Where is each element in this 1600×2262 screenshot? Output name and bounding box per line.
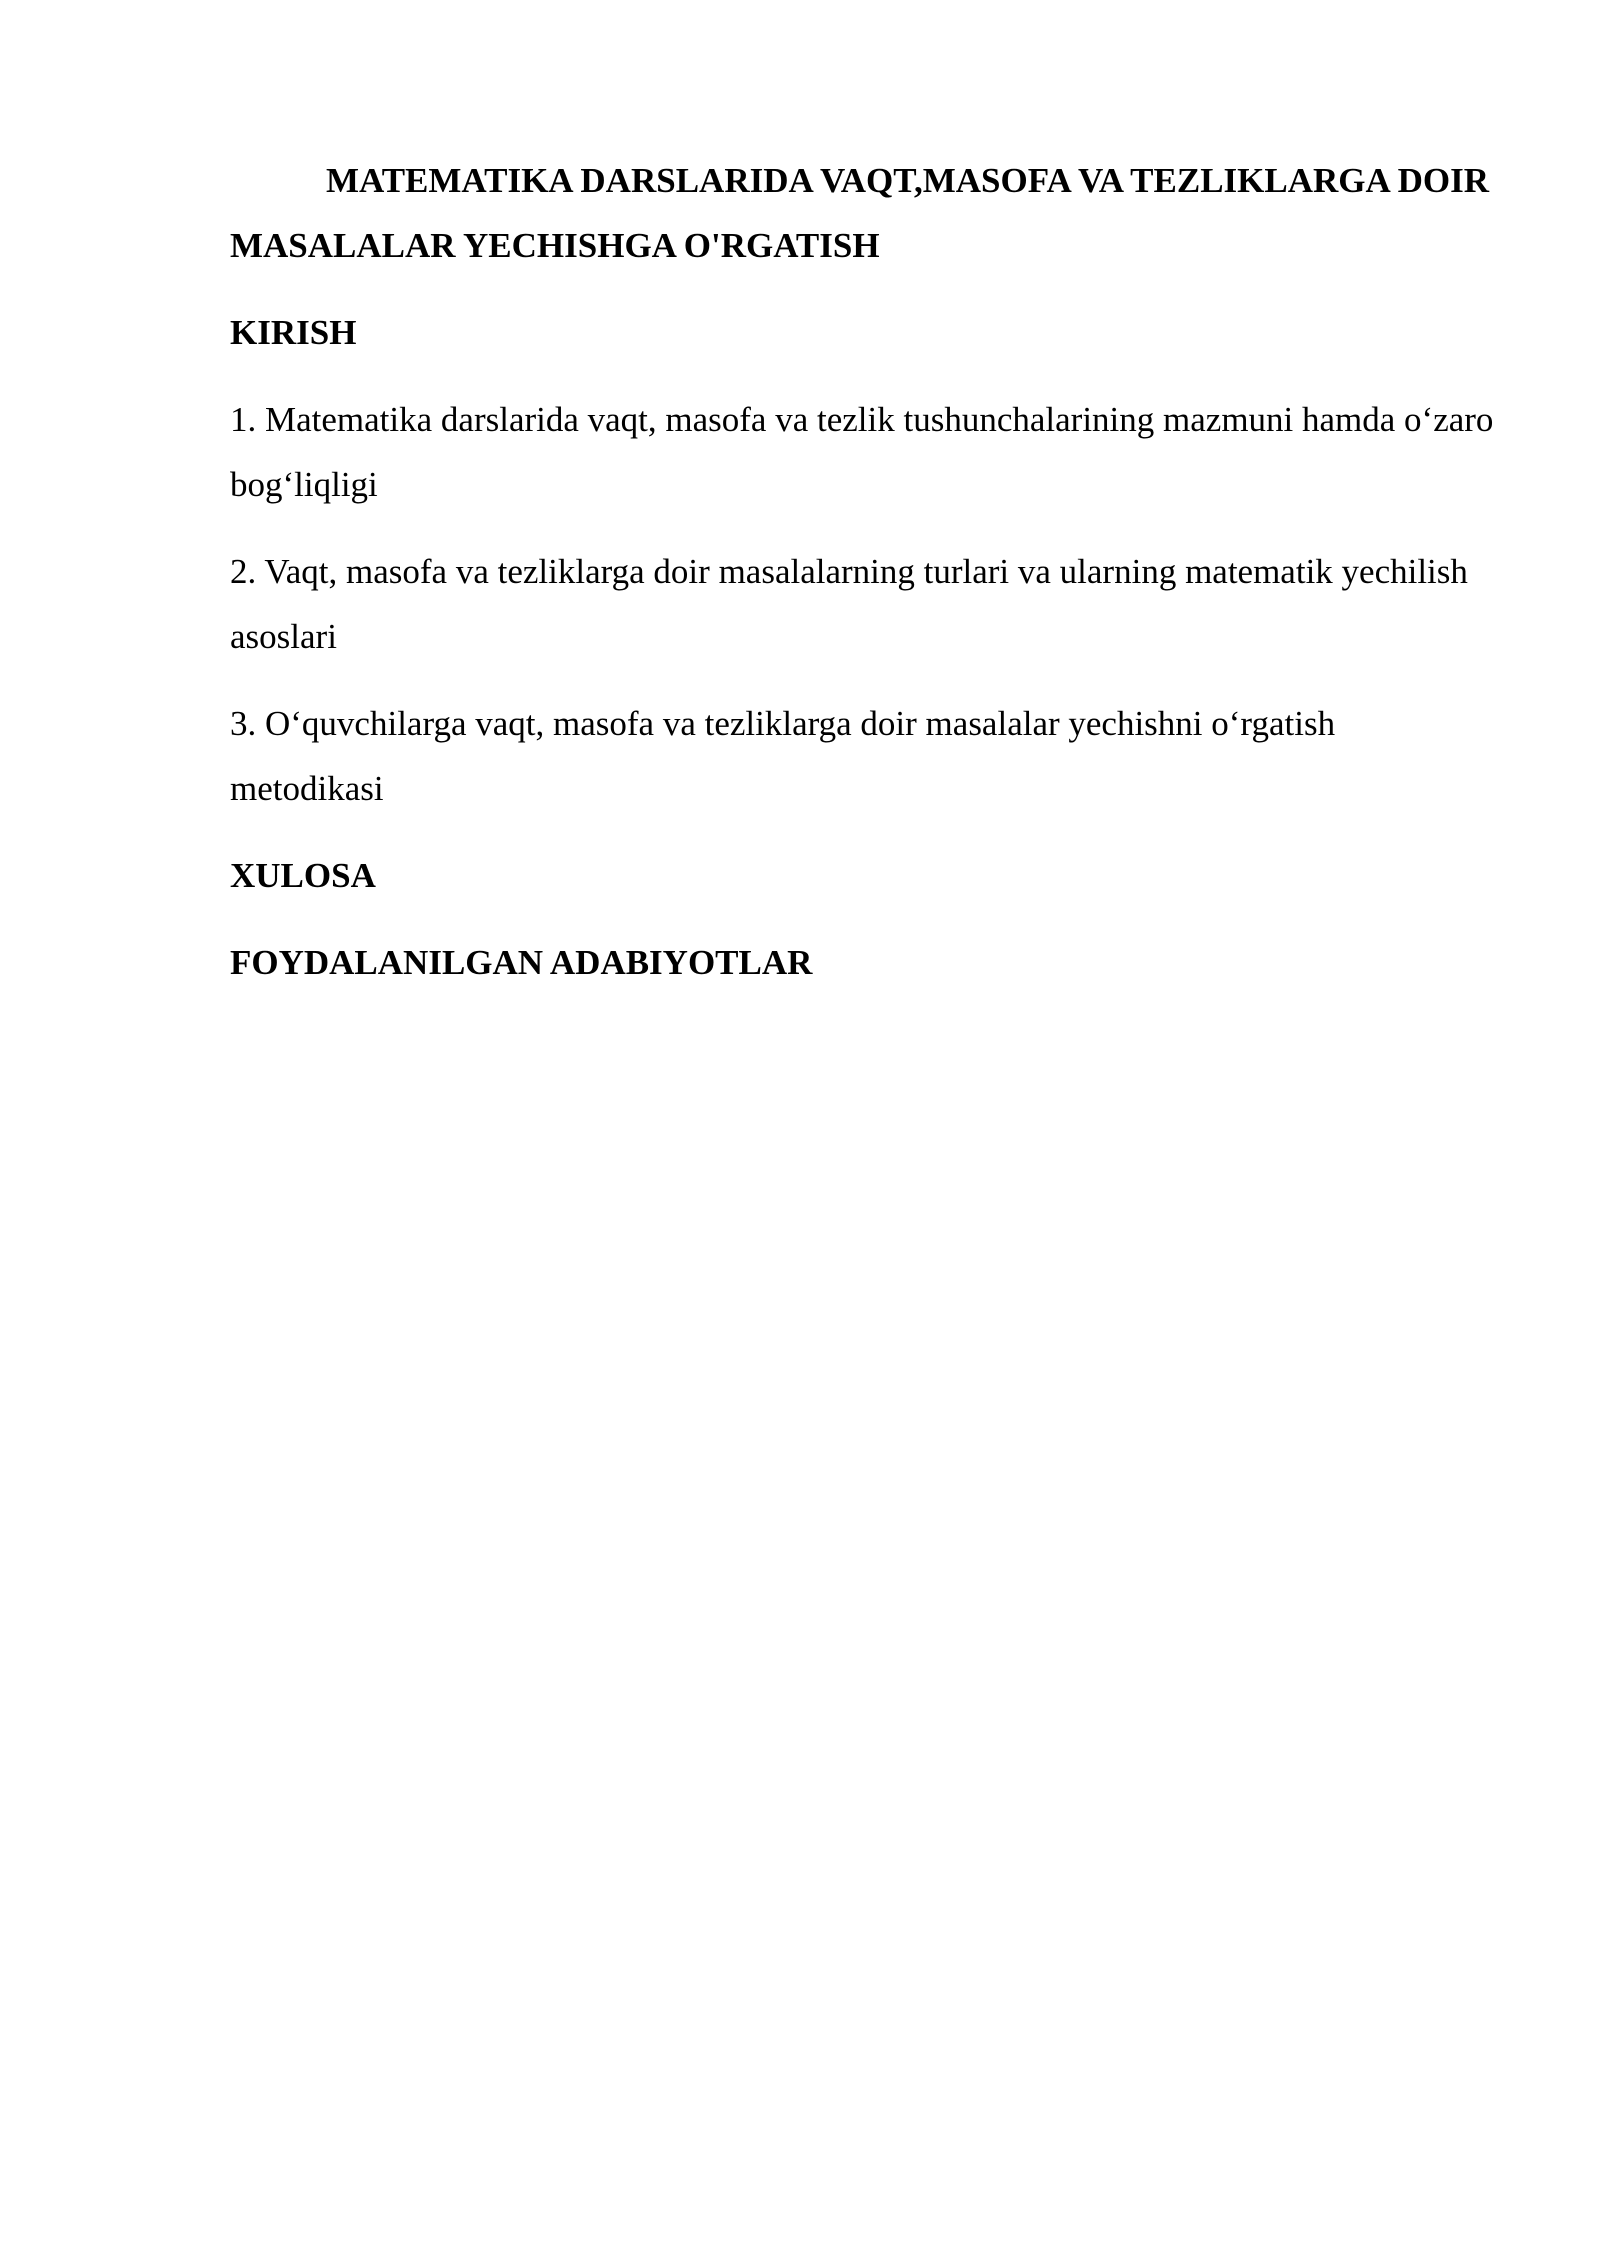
contents-item-1: 1. Matematika darslarida vaqt, masofa va tezlik tushunchalarining mazmuni hamda o‘zaro bog‘liqligi — [230, 400, 1494, 504]
document-title: MATEMATIKA DARSLARIDA VAQT,MASOFA VA TEZLIKLARGA DOIR MASALALAR YECHISHGA O'RGATISH — [230, 161, 1490, 265]
contents-item-2: 2. Vaqt, masofa va tezliklarga doir masalalarning turlari va ularning matematik yechilish asoslari — [230, 552, 1468, 656]
contents-item-3: 3. O‘quvchilarga vaqt, masofa va tezliklarga doir masalalar yechishni o‘rgatish metodikasi — [230, 704, 1336, 808]
references-heading: FOYDALANILGAN ADABIYOTLAR — [230, 943, 813, 982]
intro-heading: KIRISH — [230, 313, 357, 352]
conclusion-heading: XULOSA — [230, 856, 376, 895]
document-content — [230, 148, 1495, 995]
